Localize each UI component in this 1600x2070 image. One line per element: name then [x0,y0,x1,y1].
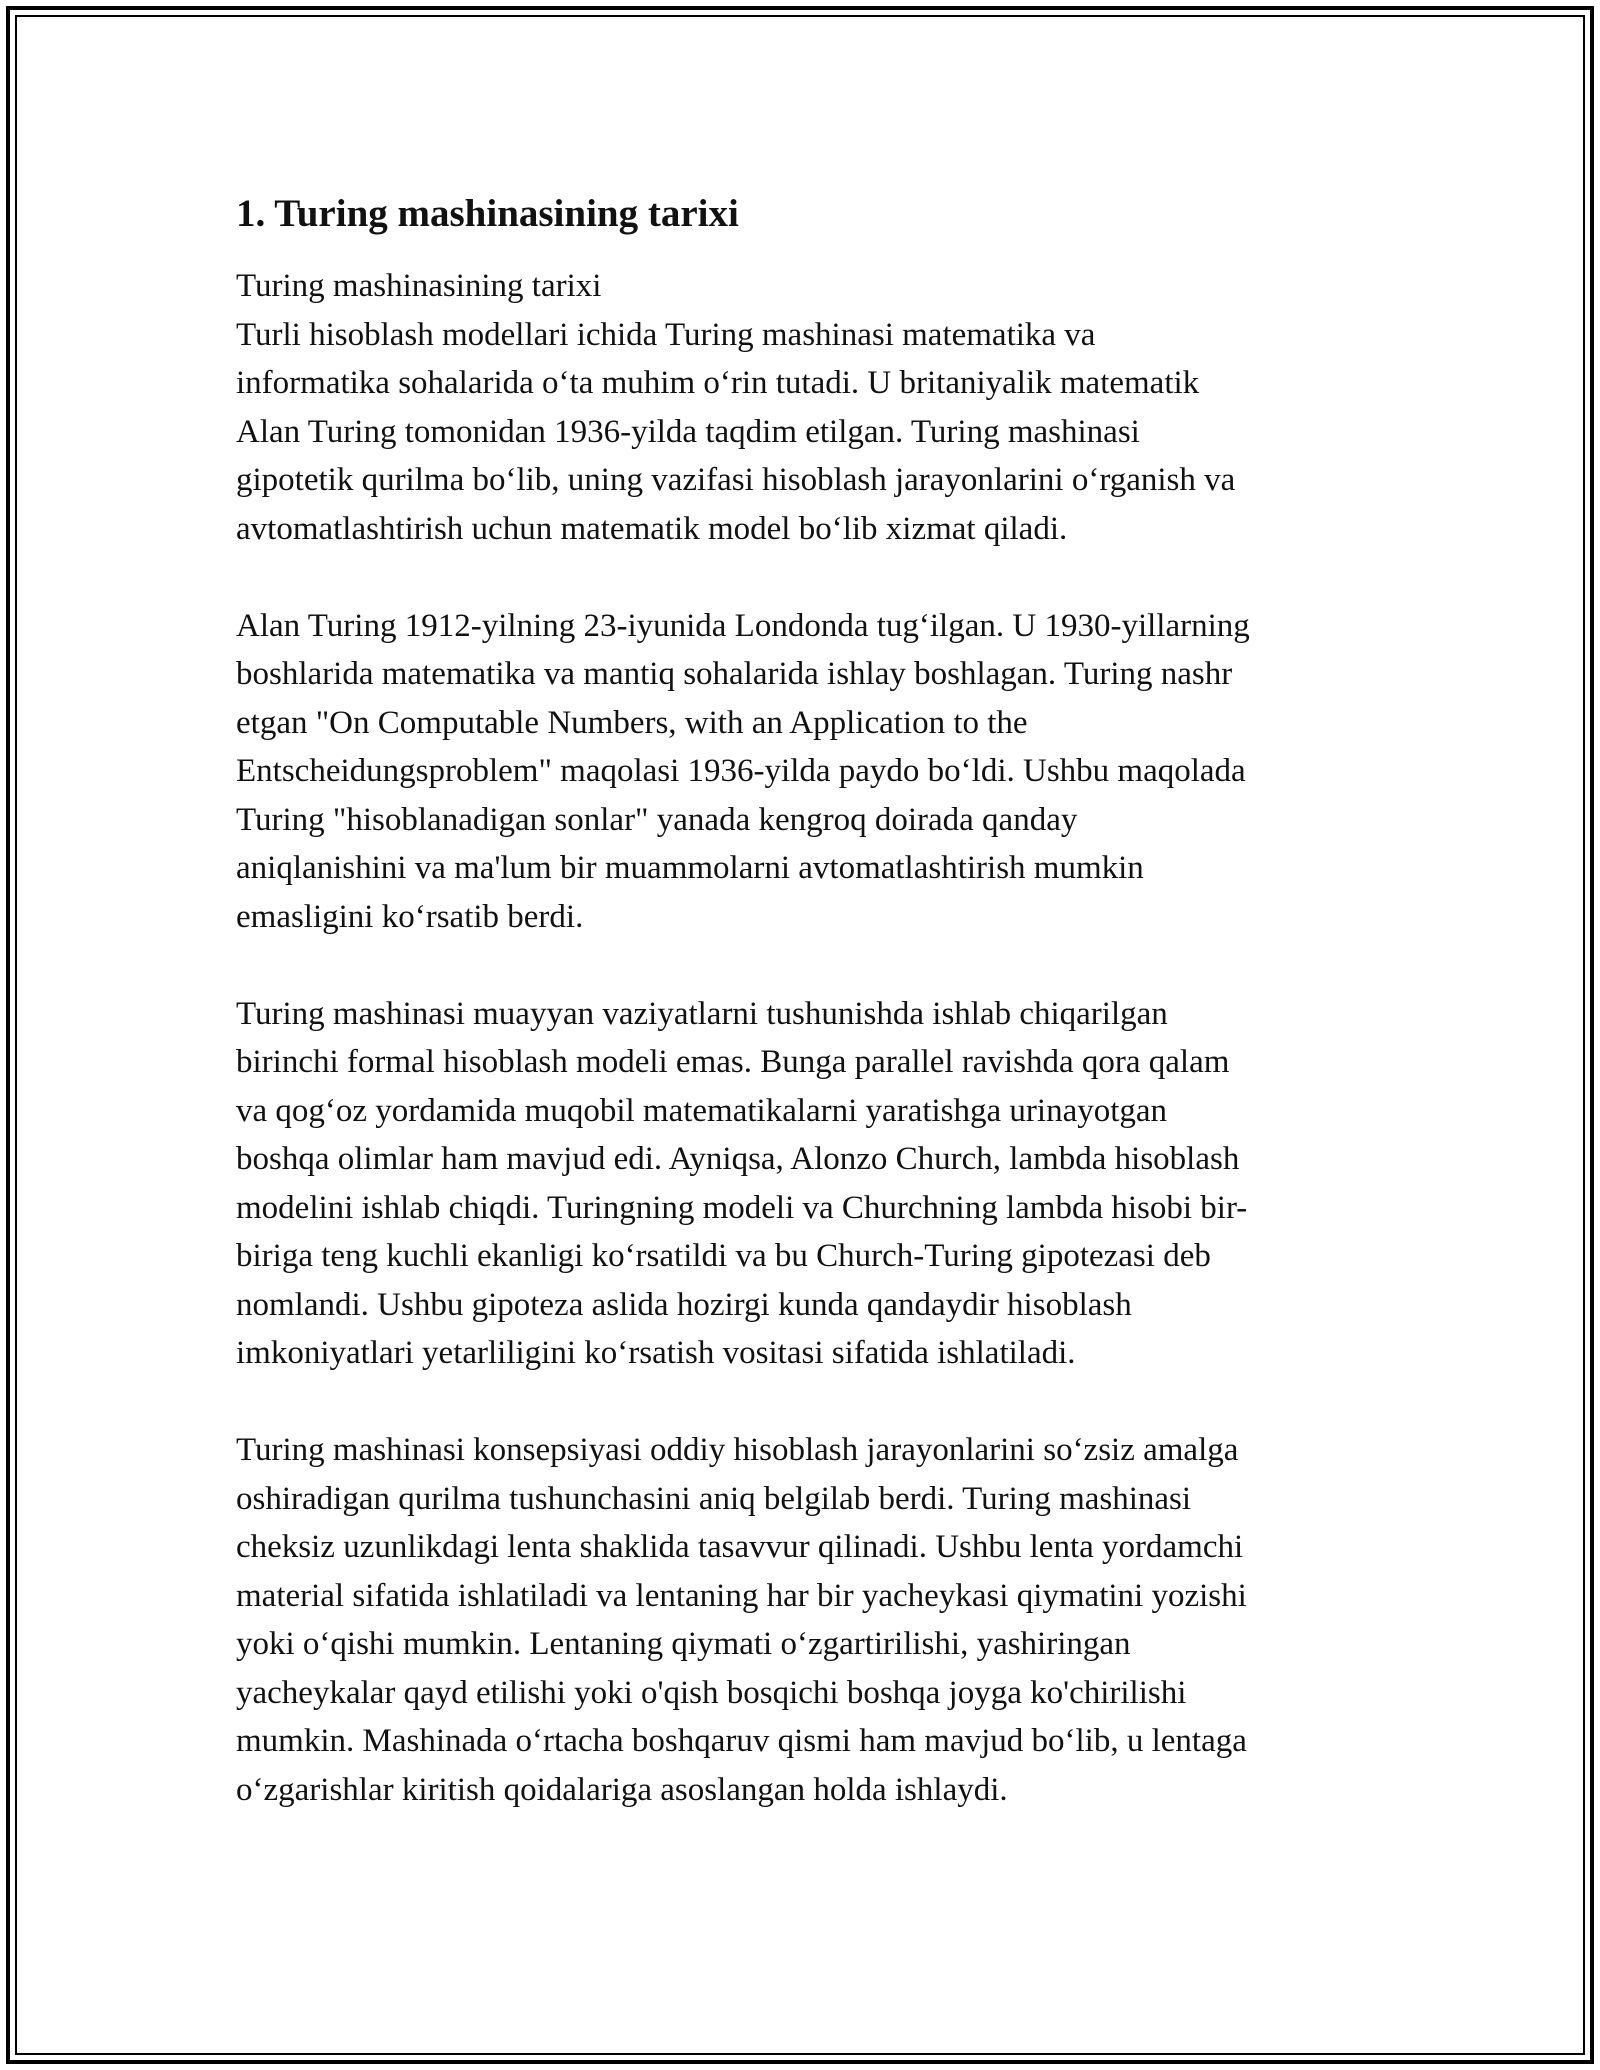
paragraph-3 [236,990,1381,1378]
paragraph-line: Entscheidungsproblem" maqolasi 1936-yilda paydo boʻldi. Ushbu maqolada [236,753,1246,789]
paragraph-line: boshqa olimlar ham mavjud edi. Ayniqsa, Alonzo Church, lambda hisoblash [236,1141,1240,1177]
paragraph-line: Turing mashinasi konsepsiyasi oddiy hisoblash jarayonlarini soʻzsiz amalga [236,1432,1239,1468]
paragraph-line: birinchi formal hisoblash modeli emas. Bunga parallel ravishda qora qalam [236,1044,1230,1080]
paragraph-line: modelini ishlab chiqdi. Turingning modeli va Churchning lambda hisobi bir- [236,1189,1248,1226]
paragraph-line: Alan Turing tomonidan 1936-yilda taqdim etilgan. Turing mashinasi [236,413,1140,450]
section-subheading: Turing mashinasining tarixi [236,268,602,304]
paragraph-line: Turing "hisoblanadigan sonlar" yanada kengroq doirada qanday [236,801,1078,838]
paragraph-line: Turli hisoblash modellari ichida Turing mashinasi matematika va [236,316,1096,353]
document-body [236,188,1381,1863]
paragraph-line: material sifatida ishlatiladi va lentaning har bir yacheykasi qiymatini yozishi [236,1577,1247,1614]
paragraph-line: mumkin. Mashinada oʻrtacha boshqaruv qismi ham mavjud boʻlib, u lentaga [236,1723,1247,1759]
paragraph-line: emasligini koʻrsatib berdi. [236,898,584,935]
paragraph-line: yacheykalar qayd etilishi yoki o'qish bosqichi boshqa joyga ko'chirilishi [236,1674,1187,1711]
paragraph-1 [236,311,1381,554]
paragraph-2 [236,602,1381,942]
paragraph-line: aniqlanishini va ma'lum bir muammolarni avtomatlashtirish mumkin [236,850,1144,886]
paragraph-line: cheksiz uzunlikdagi lenta shaklida tasavvur qilinadi. Ushbu lenta yordamchi [236,1529,1244,1565]
paragraph-line: yoki oʻqishi mumkin. Lentaning qiymati oʻzgartirilishi, yashiringan [236,1626,1131,1662]
paragraph-line: biriga teng kuchli ekanligi koʻrsatildi va bu Church-Turing gipotezasi deb [236,1238,1211,1274]
paragraph-line: oʻzgarishlar kiritish qoidalariga asoslangan holda ishlaydi. [236,1771,1008,1808]
paragraph-line: etgan "On Computable Numbers, with an Application to the [236,704,1028,741]
paragraph-line: Turing mashinasi muayyan vaziyatlarni tushunishda ishlab chiqarilgan [236,995,1168,1032]
paragraph-line: informatika sohalarida oʻta muhim oʻrin tutadi. U britaniyalik matematik [236,365,1200,401]
paragraph-line: imkoniyatlari yetarliligini koʻrsatish vositasi sifatida ishlatiladi. [236,1335,1076,1371]
paragraph-line: gipotetik qurilma boʻlib, uning vazifasi hisoblash jarayonlarini oʻrganish va [236,462,1236,498]
paragraph-line: nomlandi. Ushbu gipoteza aslida hozirgi kunda qandaydir hisoblash [236,1286,1132,1323]
paragraph-line: oshiradigan qurilma tushunchasini aniq belgilab berdi. Turing mashinasi [236,1480,1192,1517]
paragraph-line: boshlarida matematika va mantiq sohalarida ishlay boshlagan. Turing nashr [236,656,1233,692]
paragraph-line: va qogʻoz yordamida muqobil matematikalarni yaratishga urinayotgan [236,1092,1168,1129]
paragraph-line: avtomatlashtirish uchun matematik model boʻlib xizmat qiladi. [236,510,1068,547]
paragraph-line: Alan Turing 1912-yilning 23-iyunida Londonda tugʻilgan. U 1930-yillarning [236,607,1250,644]
paragraph-4 [236,1426,1381,1814]
section-heading: 1. Turing mashinasining tarixi [236,192,739,235]
